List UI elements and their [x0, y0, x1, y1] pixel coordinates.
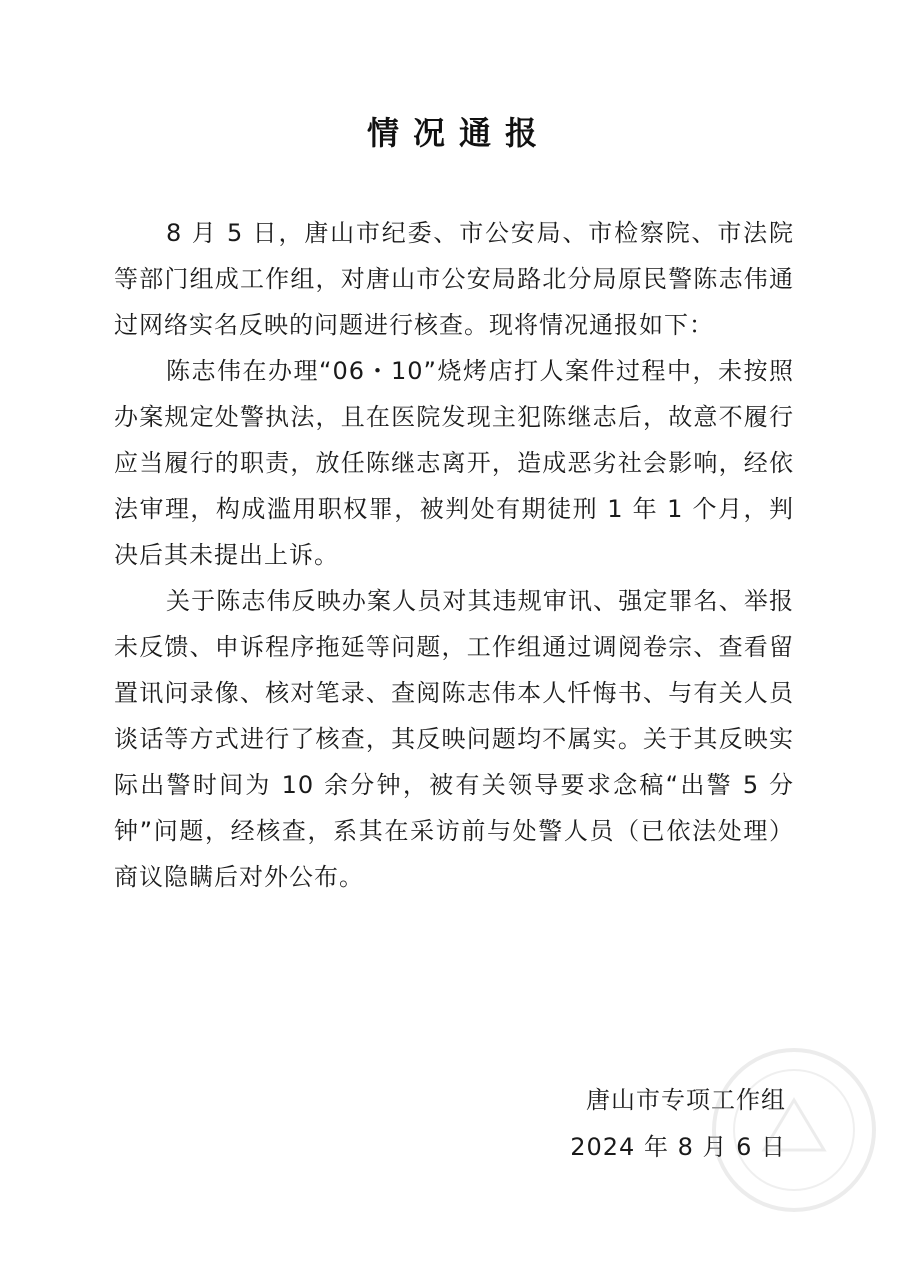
- document-body: [114, 210, 794, 900]
- paragraph-3: 关于陈志伟反映办案人员对其违规审讯、强定罪名、举报未反馈、申诉程序拖延等问题，工作组通过调阅卷宗、查看留置讯问录像、核对笔录、查阅陈志伟本人忏悔书、与有关人员谈话等方式进行了核查，其反映问题均不属实。关于其反映实际出警时间为 10 余分钟，被有关领导要求念稿“出警 5 分钟”问题，经核查，系其在采访前与处警人员（已依法处理）商议隐瞒后对外公布。: [114, 587, 794, 891]
- signature-organization: 唐山市专项工作组: [586, 1086, 786, 1114]
- paragraph-1: 8 月 5 日，唐山市纪委、市公安局、市检察院、市法院等部门组成工作组，对唐山市公安局路北分局原民警陈志伟通过网络实名反映的问题进行核查。现将情况通报如下：: [114, 219, 794, 339]
- watermark-icon: [704, 1040, 884, 1220]
- document-title: 情况通报: [366, 114, 551, 152]
- paragraph-2: 陈志伟在办理“06・10”烧烤店打人案件过程中，未按照办案规定处警执法，且在医院发现主犯陈继志后，故意不履行应当履行的职责，放任陈继志离开，造成恶劣社会影响，经依法审理，构成滥用职权罪，被判处有期徒刑 1 年 1 个月，判决后其未提出上诉。: [114, 357, 794, 569]
- signature-date: 2024 年 8 月 6 日: [570, 1133, 786, 1161]
